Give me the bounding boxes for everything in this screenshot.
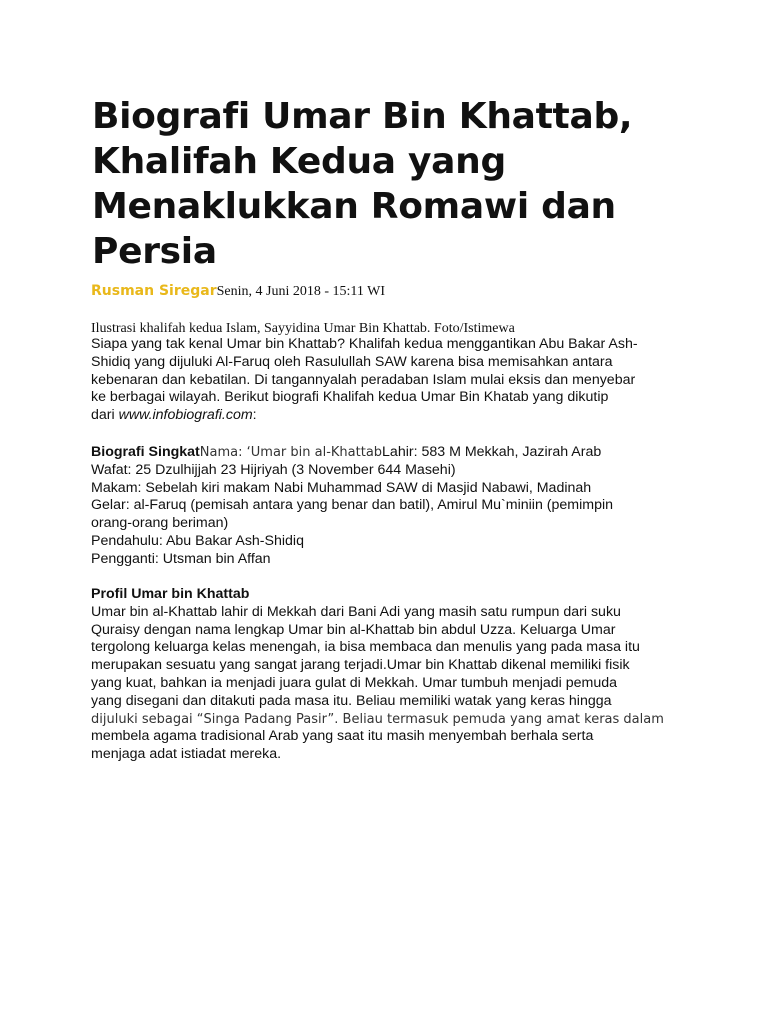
bio-line: Makam: Sebelah kiri makam Nabi Muhammad SAW di Masjid Nabawi, Madinah	[91, 479, 592, 496]
title-line: Biografi Umar Bin Khattab,	[92, 96, 633, 137]
title-line: Menaklukkan Romawi dan	[92, 186, 616, 227]
bio-heading: Biografi Singkat	[91, 444, 200, 460]
bio-section	[91, 444, 691, 569]
profile-line: Quraisy dengan nama lengkap Umar bin al-Khattab bin abdul Uzza. Keluarga Umar	[91, 621, 616, 638]
source-prefix: dari	[91, 407, 119, 424]
bio-line: Wafat: 25 Dzulhijjah 23 Hijriyah (3 November 644 Masehi)	[91, 461, 456, 478]
paragraph-line: ke berbagai wilayah. Berikut biografi Khalifah kedua Umar Bin Khatab yang dikutip	[91, 389, 609, 406]
article-title	[92, 94, 692, 274]
title-line: Persia	[92, 231, 217, 272]
profile-line: menjaga adat istiadat mereka.	[91, 746, 282, 763]
paragraph-line: kebenaran dan kebatilan. Di tangannyalah peradaban Islam mulai eksis dan menyebar	[91, 371, 636, 388]
intro-paragraph	[91, 336, 691, 425]
bio-first-line	[91, 444, 691, 462]
profile-line: yang kuat, bahkan ia menjadi juara gulat di Mekkah. Umar tumbuh menjadi pemuda	[91, 674, 618, 691]
image-caption: Ilustrasi khalifah kedua Islam, Sayyidina Umar Bin Khattab. Foto/Istimewa	[91, 321, 515, 336]
paragraph-line: Siapa yang tak kenal Umar bin Khattab? Khalifah kedua menggantikan Abu Bakar Ash-	[91, 336, 638, 352]
paragraph-line: Shidiq yang dijuluki Al-Faruq oleh Rasulullah SAW karena bisa memisahkan antara	[91, 353, 613, 370]
publish-date: Senin, 4 Juni 2018 - 15:11 WI	[216, 284, 386, 299]
profile-line: yang disegani dan ditakuti pada masa itu. Beliau memiliki watak yang keras hingga	[91, 692, 612, 709]
bio-name: Nama: ‘Umar bin al-Khattab	[199, 445, 383, 460]
bio-birth: Lahir: 583 M Mekkah, Jazirah Arab	[382, 444, 602, 460]
paragraph-line	[91, 407, 691, 425]
profile-line: tergolong keluarga kelas menengah, ia bisa membaca dan menulis yang pada masa itu	[91, 639, 640, 656]
title-line: Khalifah Kedua yang	[92, 141, 506, 182]
profile-line: Umar bin al-Khattab lahir di Mekkah dari Bani Adi yang masih satu rumpun dari suku	[91, 603, 621, 620]
source-link[interactable]: www.infobiografi.com	[118, 407, 253, 424]
profile-line: membela agama tradisional Arab yang saat itu masih menyembah berhala serta	[91, 728, 594, 745]
profile-line: merupakan sesuatu yang sangat jarang terjadi.Umar bin Khattab dikenal memiliki fisik	[91, 657, 630, 674]
author-name[interactable]: Rusman Siregar	[91, 283, 217, 299]
bio-line: Pengganti: Utsman bin Affan	[91, 550, 271, 567]
bio-line: orang-orang beriman)	[91, 515, 229, 532]
profile-section	[91, 586, 691, 764]
profile-heading: Profil Umar bin Khattab	[91, 586, 250, 602]
source-suffix: :	[252, 407, 257, 424]
bio-line: Pendahulu: Abu Bakar Ash-Shidiq	[91, 532, 304, 549]
byline	[91, 282, 385, 300]
bio-line: Gelar: al-Faruq (pemisah antara yang benar dan batil), Amirul Mu`miniin (pemimpin	[91, 497, 614, 514]
profile-line-nickname: dijuluki sebagai “Singa Padang Pasir”. Beliau termasuk pemuda yang amat keras dalam	[91, 711, 664, 727]
